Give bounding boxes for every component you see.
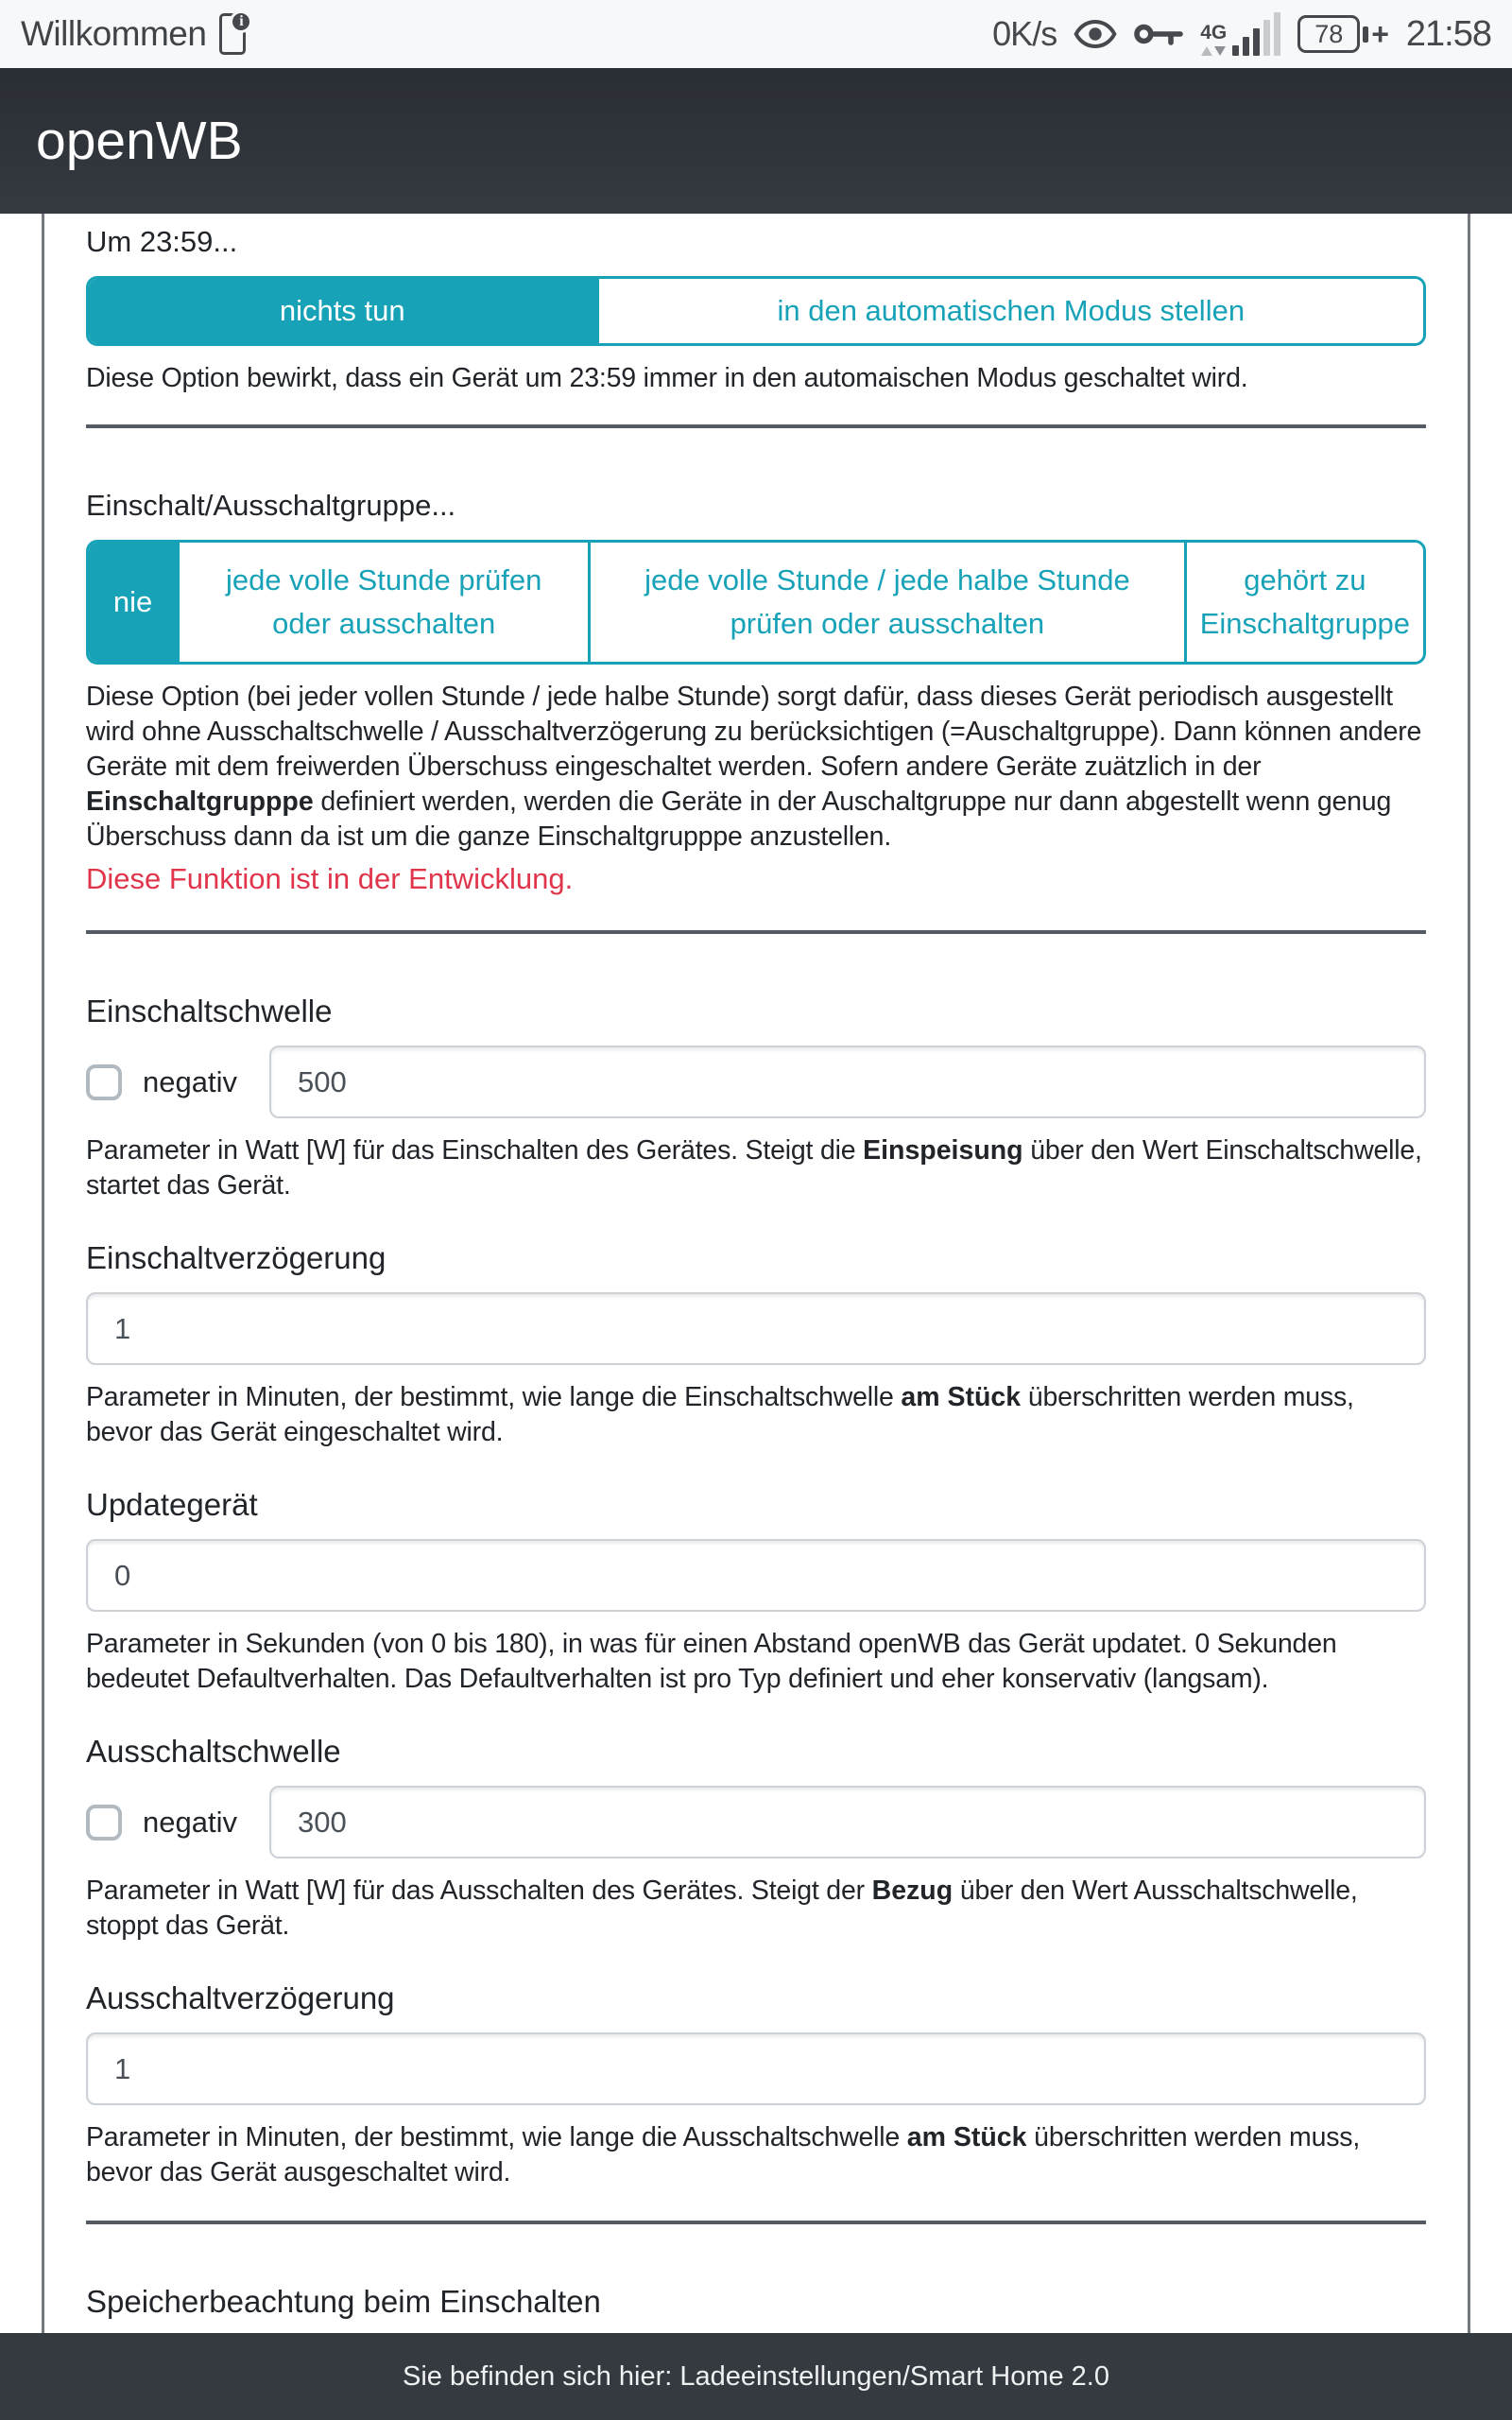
- gruppe-help: Diese Option (bei jeder vollen Stunde / jede halbe Stunde) sorgt dafür, dass dieses Gerät periodisch ausgestellt wird ohne Ausschaltschwelle / Ausschaltverzögerung zu berücksichtigen (=Auschaltgruppe). Dann können andere Geräte mit dem freiwerden Überschuss eingeschaltet werden. Sofern andere Geräte zuätzlich in der Einschaltgrupppe definiert werden, werden die Geräte in der Auschaltgruppe nur dann abgestellt wenn genug Überschuss dann da ist um die ganze Einschaltgrupppe anzustellen.: [86, 682, 1422, 852]
- ausschaltschwelle-heading: Ausschaltschwelle: [86, 1734, 341, 1769]
- battery-nub-icon: [1363, 26, 1368, 43]
- ausschaltschwelle-negativ-label: negativ: [143, 1805, 237, 1839]
- updategeraet-help: Parameter in Sekunden (von 0 bis 180), in was für einen Abstand openWB das Gerät updatet. 0 Sekunden bedeutet Defaultverhalten. Das Defaultverhalten ist pro Typ definiert und eher konservativ (langsam).: [86, 1629, 1337, 1694]
- option-volle-stunde-pruefen[interactable]: jede volle Stunde prüfen oder ausschalten: [177, 543, 588, 662]
- gruppe-button-group: [86, 540, 1426, 665]
- status-bar: [0, 0, 1512, 68]
- footer-bar: [0, 2333, 1512, 2420]
- einschaltschwelle-negativ-label: negativ: [143, 1064, 237, 1098]
- um2359-button-group: [86, 276, 1426, 346]
- battery-icon: [1297, 15, 1389, 53]
- app-header: [0, 68, 1512, 214]
- signal-bars-icon: [1200, 12, 1280, 56]
- option-automatischer-modus[interactable]: in den automatischen Modus stellen: [596, 279, 1423, 343]
- development-warning: Diese Funktion ist in der Entwicklung.: [86, 862, 574, 895]
- option-gehoert-zu-einschaltgruppe[interactable]: gehört zu Einschaltgruppe: [1184, 543, 1423, 662]
- einschaltschwelle-negativ-checkbox[interactable]: [86, 1064, 122, 1100]
- updategeraet-input[interactable]: [86, 1539, 1426, 1612]
- einschaltverzoegerung-heading: Einschaltverzögerung: [86, 1240, 387, 1275]
- um2359-label: Um 23:59...: [86, 225, 238, 258]
- data-arrows-icon: [1201, 46, 1226, 56]
- ausschaltschwelle-help: Parameter in Watt [W] für das Ausschalten des Gerätes. Steigt der Bezug über den Wert Ausschaltschwelle, stoppt das Gerät.: [86, 1876, 1358, 1941]
- updategeraet-heading: Updategerät: [86, 1487, 258, 1522]
- um2359-help: Diese Option bewirkt, dass ein Gerät um 23:59 immer in den automaischen Modus geschaltet wird.: [86, 363, 1248, 393]
- divider: [86, 930, 1426, 934]
- status-app-label: Willkommen: [21, 14, 207, 53]
- divider: [86, 2221, 1426, 2224]
- ausschaltschwelle-negativ-checkbox[interactable]: [86, 1805, 122, 1841]
- battery-percent: 78: [1314, 19, 1344, 48]
- einschaltschwelle-input[interactable]: [269, 1046, 1426, 1118]
- gruppe-label: Einschalt/Ausschaltgruppe...: [86, 489, 456, 522]
- divider: [86, 424, 1426, 428]
- eye-icon: [1074, 19, 1117, 49]
- clock: 21:58: [1405, 13, 1491, 54]
- ausschaltverzoegerung-help: Parameter in Minuten, der bestimmt, wie lange die Ausschaltschwelle am Stück überschritten werden muss, bevor das Gerät ausgeschaltet wird.: [86, 2122, 1361, 2187]
- charging-plus-icon: +: [1371, 16, 1389, 51]
- ausschaltverzoegerung-heading: Ausschaltverzögerung: [86, 1980, 395, 2015]
- einschaltschwelle-help: Parameter in Watt [W] für das Einschalten des Gerätes. Steigt die Einspeisung über den Wert Einschaltschwelle, startet das Gerät.: [86, 1135, 1422, 1201]
- einschaltschwelle-heading: Einschaltschwelle: [86, 994, 333, 1028]
- option-nichts-tun[interactable]: nichts tun: [89, 279, 596, 343]
- key-icon: [1134, 21, 1183, 47]
- option-nie[interactable]: nie: [89, 543, 177, 662]
- brand-title: openWB: [36, 111, 243, 171]
- settings-card: [42, 214, 1470, 2420]
- network-type-label: 4G: [1200, 22, 1228, 43]
- speicherbeachtung-heading: Speicherbeachtung beim Einschalten: [86, 2284, 601, 2319]
- einschaltverzoegerung-input[interactable]: [86, 1292, 1426, 1365]
- network-speed: 0K/s: [992, 14, 1057, 53]
- ausschaltschwelle-input[interactable]: [269, 1786, 1426, 1858]
- phone-info-icon: i: [219, 13, 246, 55]
- option-halbe-stunde-pruefen[interactable]: jede volle Stunde / jede halbe Stunde prüfen oder ausschalten: [588, 543, 1184, 662]
- ausschaltverzoegerung-input[interactable]: [86, 2032, 1426, 2105]
- einschaltverzoegerung-help: Parameter in Minuten, der bestimmt, wie lange die Einschaltschwelle am Stück überschritten werden muss, bevor das Gerät eingeschaltet wird.: [86, 1382, 1354, 1447]
- footer-breadcrumb: Sie befinden sich hier: Ladeeinstellungen/Smart Home 2.0: [402, 2360, 1109, 2392]
